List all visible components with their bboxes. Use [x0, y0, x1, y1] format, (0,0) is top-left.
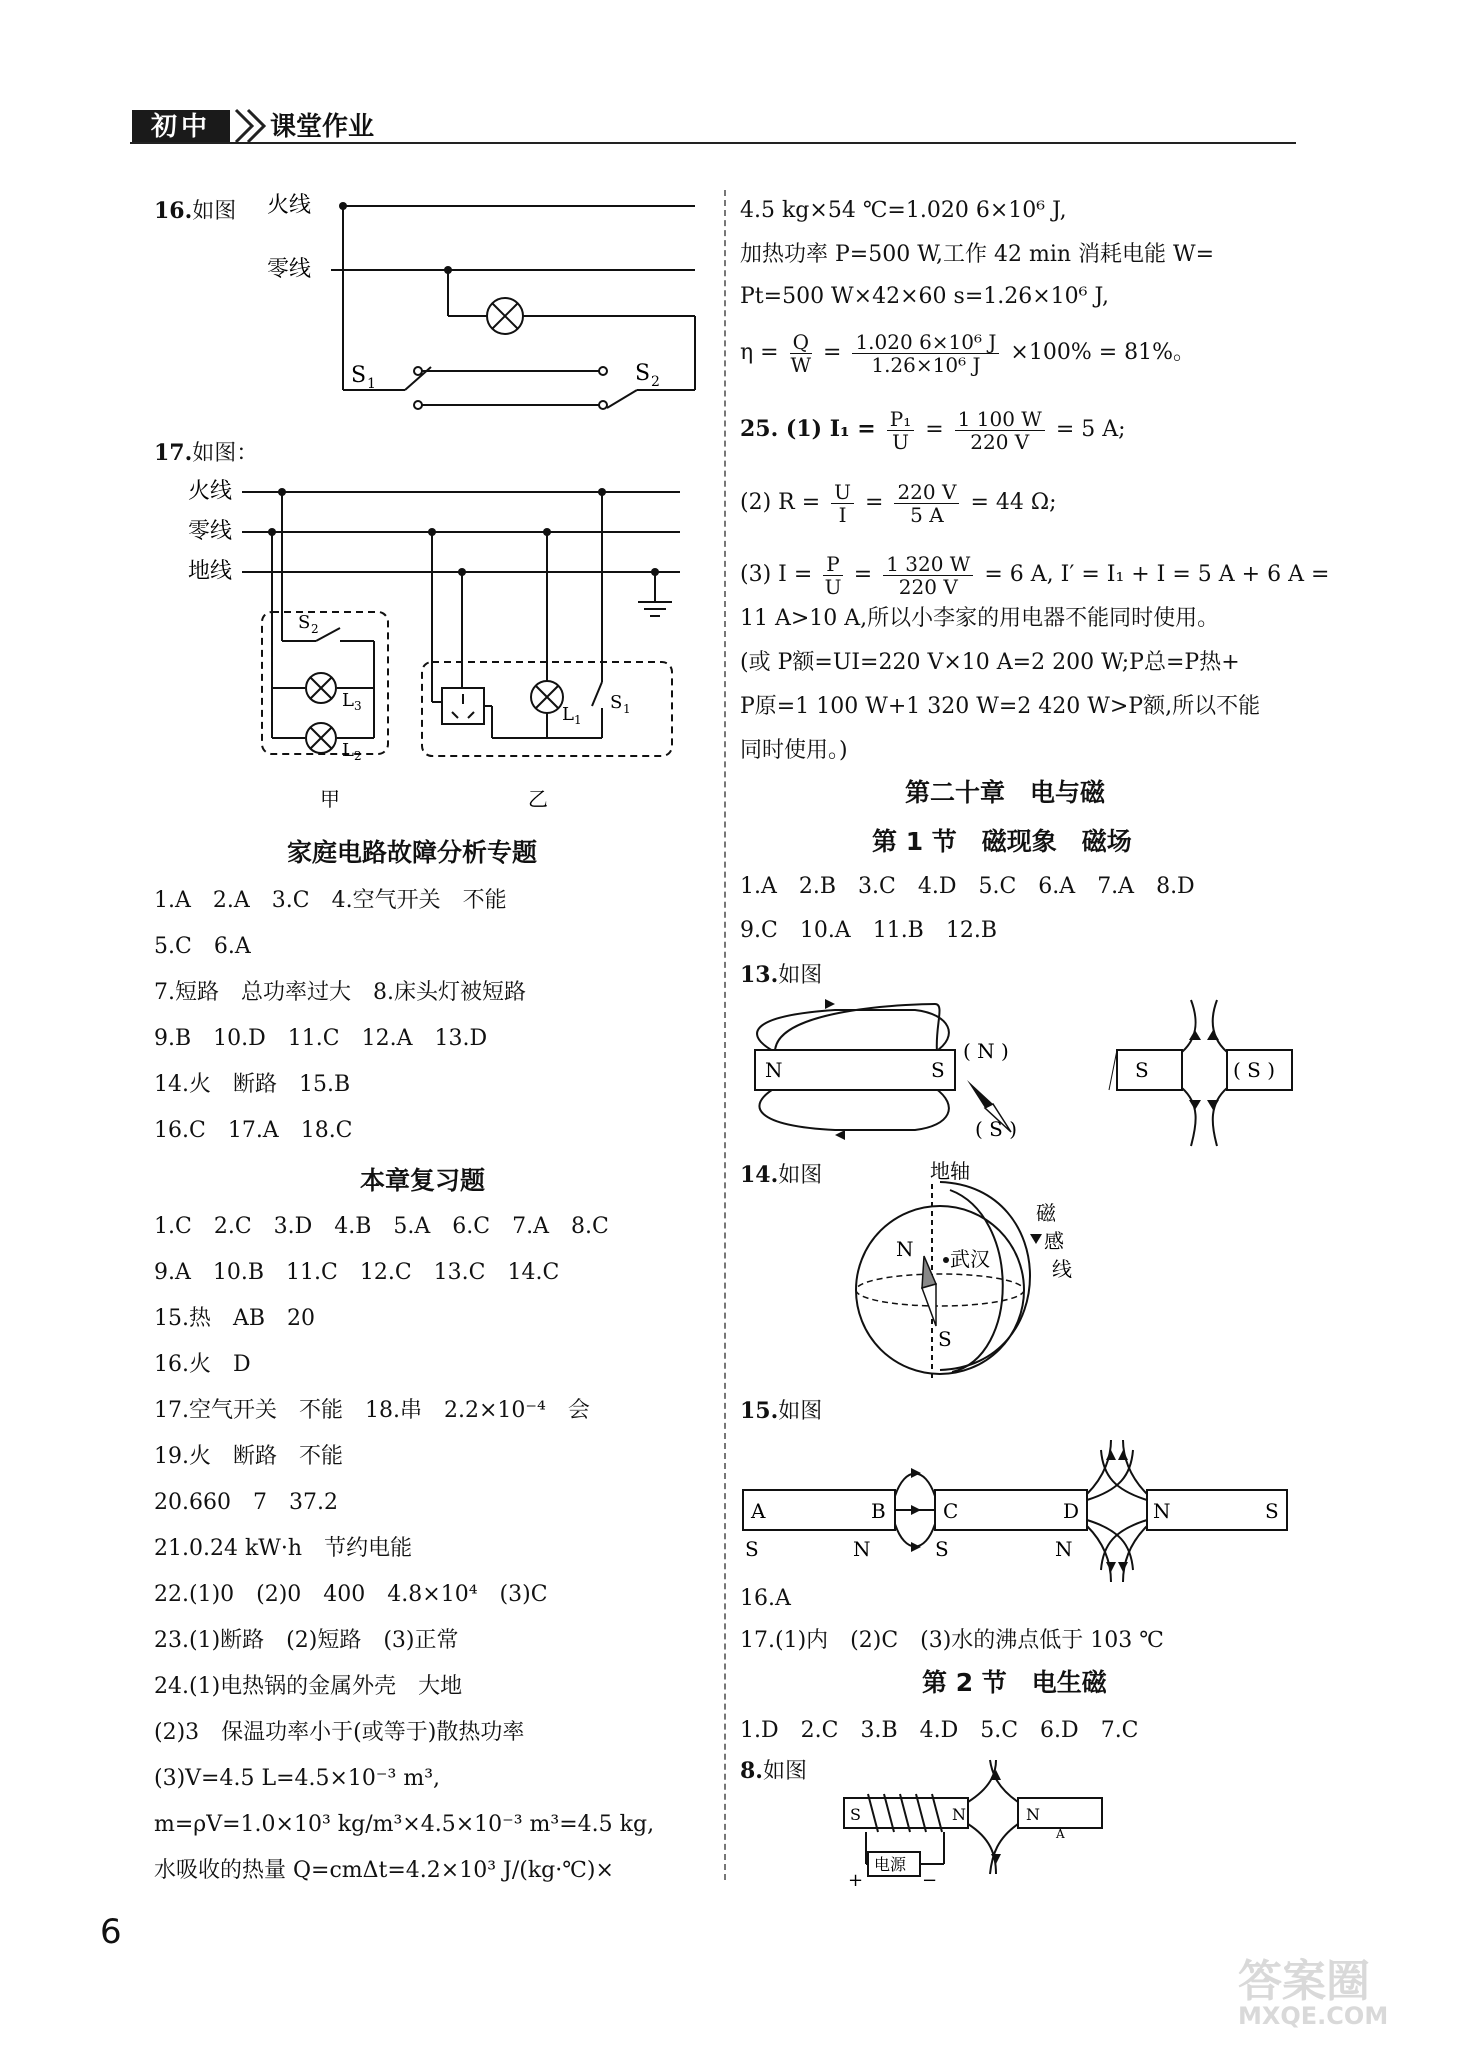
svg-text:N: N: [853, 1537, 871, 1561]
q16-circuit-diagram: [255, 190, 715, 430]
review-line-2: 9.A 10.B 11.C 12.C 13.C 14.C: [154, 1260, 560, 1285]
svg-text:S: S: [635, 361, 651, 386]
level-badge: 初中: [132, 110, 230, 144]
svg-text:C: C: [943, 1499, 959, 1523]
svg-text:地轴: 地轴: [930, 1159, 970, 1183]
fault-line-2: 5.C 6.A: [154, 934, 251, 959]
svg-text:1: 1: [623, 702, 631, 716]
svg-text:S: S: [298, 612, 311, 633]
svg-text:N: N: [896, 1237, 914, 1261]
efficiency-formula: η = $\frac{Q}{W}$ = $\frac{\text{1.020 6×10⁶ J}}{\text{1.26×10⁶ J}}$ ×100% = 81%。: [740, 329, 1196, 377]
svg-text:乙: 乙: [528, 787, 548, 811]
svg-text:2: 2: [651, 374, 660, 390]
svg-text:S: S: [1265, 1499, 1279, 1523]
sec1-line-1: 1.A 2.B 3.C 4.D 5.C 6.A 7.A 8.D: [740, 874, 1195, 899]
svg-text:磁: 磁: [1036, 1201, 1056, 1225]
watermark-url: MXQE.COM: [1238, 2002, 1389, 2030]
svg-text:S: S: [935, 1537, 949, 1561]
svg-text:1: 1: [574, 713, 582, 727]
q17-answer: 17.(1)内 (2)C (3)水的沸点低于 103 ℃: [740, 1628, 1164, 1653]
review-line-5: 17.空气开关 不能 18.串 2.2×10⁻⁴ 会: [154, 1398, 590, 1423]
review-line-3: 15.热 AB 20: [154, 1306, 316, 1331]
review-line-6: 19.火 断路 不能: [154, 1444, 343, 1469]
q8-heading: 8.如图: [740, 1758, 807, 1784]
sec1-line-2: 9.C 10.A 11.B 12.B: [740, 918, 998, 943]
review-line-4: 16.火 D: [154, 1352, 251, 1377]
svg-text:N: N: [765, 1058, 783, 1082]
q16-heading: 16.如图: [154, 198, 237, 224]
review-line-8: 21.0.24 kW·h 节约电能: [154, 1536, 413, 1561]
q17-heading: 17.如图：: [154, 440, 259, 466]
q13-magnet-diagram: [735, 996, 1305, 1156]
svg-text:零线: 零线: [188, 519, 233, 544]
fault-line-5: 14.火 断路 15.B: [154, 1072, 351, 1097]
svg-text:−: −: [922, 1870, 938, 1890]
q8-electromagnet-diagram: [840, 1758, 1110, 1890]
svg-text:L: L: [342, 690, 354, 711]
svg-text:( S ): ( S ): [1233, 1058, 1276, 1082]
review-line-10: 23.(1)断路 (2)短路 (3)正常: [154, 1628, 459, 1653]
q25-line-1: 11 A>10 A,所以小李家的用电器不能同时使用。: [740, 606, 1220, 631]
review-line-1: 1.C 2.C 3.D 4.B 5.A 6.C 7.A 8.C: [154, 1214, 609, 1239]
svg-text:火线: 火线: [188, 479, 233, 504]
svg-text:线: 线: [1052, 1257, 1072, 1281]
watermark-logo: 答案圈: [1238, 1956, 1370, 2007]
svg-text:A: A: [1056, 1827, 1065, 1841]
book-title: 课堂作业: [270, 112, 375, 142]
svg-text:地线: 地线: [188, 559, 233, 584]
svg-text:( S ): ( S ): [975, 1117, 1018, 1141]
svg-text:L: L: [562, 704, 574, 725]
section1-title: 第 1 节 磁现象 磁场: [872, 827, 1132, 856]
cont-line-3: Pt=500 W×42×60 s=1.26×10⁶ J,: [740, 284, 1109, 309]
fault-line-1: 1.A 2.A 3.C 4.空气开关 不能: [154, 888, 507, 913]
svg-text:2: 2: [311, 622, 319, 636]
svg-text:1: 1: [367, 376, 376, 392]
section2-title: 第 2 节 电生磁: [922, 1668, 1107, 1697]
svg-text:( N ): ( N ): [963, 1039, 1009, 1063]
svg-text:甲: 甲: [320, 787, 340, 811]
fault-line-6: 16.C 17.A 18.C: [154, 1118, 353, 1143]
svg-text:武汉: 武汉: [950, 1247, 990, 1271]
q13-heading: 13.如图: [740, 962, 823, 988]
review-line-14: m=ρV=1.0×10³ kg/m³×4.5×10⁻³ m³=4.5 kg,: [154, 1812, 655, 1837]
review-line-11: 24.(1)电热锅的金属外壳 大地: [154, 1674, 463, 1699]
review-line-13: (3)V=4.5 L=4.5×10⁻³ m³,: [154, 1766, 441, 1791]
svg-text:感: 感: [1044, 1229, 1064, 1253]
svg-text:火线: 火线: [267, 193, 312, 218]
q15-magnet-diagram: [735, 1436, 1295, 1584]
q25-line-4: 同时使用。): [740, 738, 848, 763]
svg-text:S: S: [610, 692, 623, 713]
q14-earth-diagram: [840, 1156, 1100, 1390]
svg-text:N: N: [1153, 1499, 1171, 1523]
fault-section-title: 家庭电路故障分析专题: [287, 838, 538, 867]
svg-text:B: B: [871, 1499, 886, 1523]
svg-text:S: S: [745, 1537, 759, 1561]
q25-line-3: P原=1 100 W+1 320 W=2 420 W>P额,所以不能: [740, 694, 1261, 719]
column-divider: [724, 190, 727, 1880]
q16-answer: 16.A: [740, 1586, 791, 1611]
svg-text:S: S: [1135, 1058, 1149, 1082]
svg-text:N: N: [1055, 1537, 1073, 1561]
svg-text:D: D: [1063, 1499, 1080, 1523]
page-number: 6: [100, 1912, 122, 1952]
review-line-15: 水吸收的热量 Q=cmΔt=4.2×10³ J/(kg·℃)×: [154, 1858, 614, 1883]
svg-text:L: L: [342, 740, 354, 761]
review-line-12: (2)3 保温功率小于(或等于)散热功率: [154, 1720, 525, 1745]
q17-circuit-diagram: [180, 476, 700, 836]
q25-part2: (2) R = $\frac{U}{I}$ = $\frac{220 V}{5 A}$ = 44 Ω;: [740, 479, 1057, 527]
fault-line-4: 9.B 10.D 11.C 12.A 13.D: [154, 1026, 488, 1051]
svg-text:S: S: [931, 1058, 945, 1082]
svg-text:电源: 电源: [874, 1855, 907, 1874]
q25-part1: 25. (1) I₁ = $\frac{\text{P₁}}{U}$ = $\frac{1 100 W}{220 V}$ = 5 A;: [740, 406, 1126, 454]
review-line-9: 22.(1)0 (2)0 400 4.8×10⁴ (3)C: [154, 1582, 548, 1607]
q25-part3: (3) I = $\frac{P}{U}$ = $\frac{1 320 W}{220 V}$ = 6 A, I′ = I₁ + I = 5 A + 6 A =: [740, 551, 1330, 599]
svg-text:S: S: [938, 1327, 952, 1351]
svg-text:S: S: [850, 1805, 861, 1824]
svg-text:N: N: [1026, 1805, 1040, 1824]
q14-heading: 14.如图: [740, 1162, 823, 1188]
review-line-7: 20.660 7 37.2: [154, 1490, 338, 1515]
q25-line-2: (或 P额=UI=220 V×10 A=2 200 W;P总=P热+: [740, 650, 1240, 675]
svg-text:+: +: [848, 1870, 864, 1890]
sec2-line-1: 1.D 2.C 3.B 4.D 5.C 6.D 7.C: [740, 1718, 1139, 1743]
svg-text:N: N: [952, 1805, 966, 1824]
double-chevron-icon: [232, 106, 272, 146]
cont-line-2: 加热功率 P=500 W,工作 42 min 消耗电能 W=: [740, 242, 1215, 267]
svg-text:2: 2: [354, 749, 362, 763]
chapter-title: 第二十章 电与磁: [905, 778, 1106, 807]
header-rule: [130, 142, 1296, 144]
cont-line-1: 4.5 kg×54 ℃=1.020 6×10⁶ J,: [740, 198, 1067, 223]
svg-text:零线: 零线: [267, 257, 312, 282]
review-section-title: 本章复习题: [360, 1166, 486, 1195]
q15-heading: 15.如图: [740, 1398, 823, 1424]
svg-text:3: 3: [354, 699, 362, 713]
fault-line-3: 7.短路 总功率过大 8.床头灯被短路: [154, 980, 526, 1005]
svg-text:S: S: [351, 363, 367, 388]
svg-text:A: A: [751, 1499, 766, 1523]
